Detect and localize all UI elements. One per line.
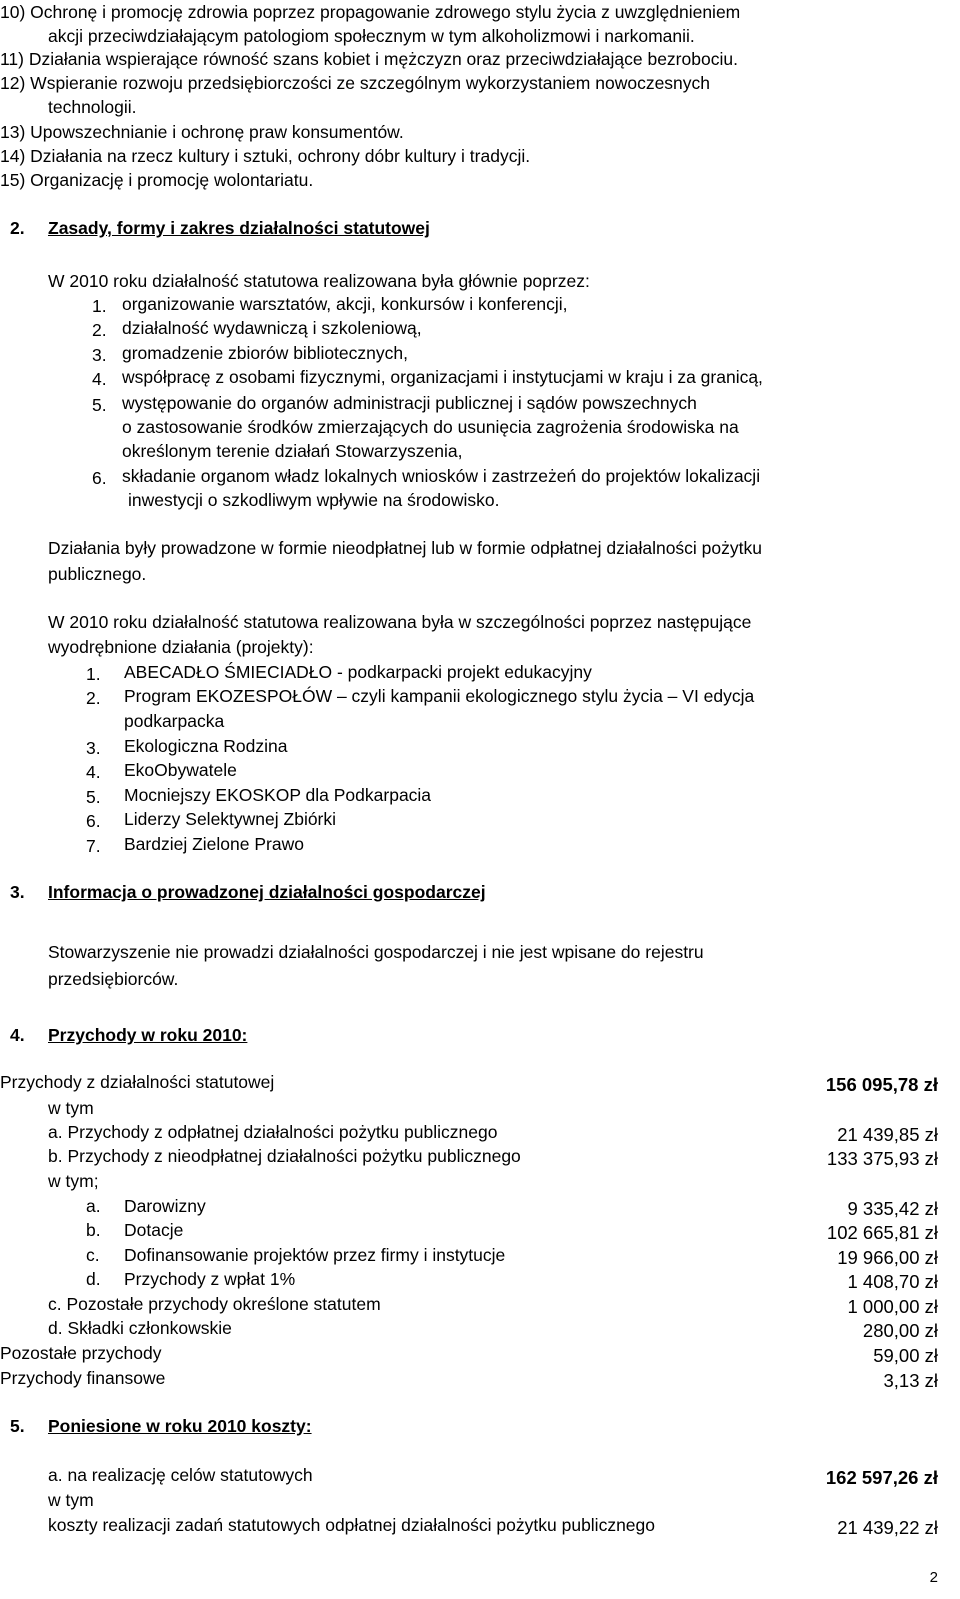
item-number: 7.	[86, 836, 101, 856]
item-number: 6.	[86, 811, 101, 831]
paragraph: wyodrębnione działania (projekty):	[48, 637, 314, 657]
income-subrow-letter: d.	[86, 1269, 101, 1289]
paragraph: W 2010 roku działalność statutowa realizowana była w szczególności poprzez następujące	[48, 612, 752, 632]
income-row-amount: 3,13 zł	[883, 1370, 938, 1391]
income-row-label: a. Przychody z odpłatnej działalności pożytku publicznego	[48, 1122, 498, 1142]
section-title: Zasady, formy i zakres działalności statutowej	[48, 218, 430, 238]
income-row-amount: 9 335,42 zł	[847, 1198, 938, 1219]
cost-row-amount: 21 439,22 zł	[837, 1517, 938, 1538]
income-row-label: c. Pozostałe przychody określone statutem	[48, 1294, 381, 1314]
income-row-amount: 102 665,81 zł	[826, 1222, 938, 1243]
paragraph: Stowarzyszenie nie prowadzi działalności gospodarczej i nie jest wpisane do rejestru	[48, 942, 704, 962]
section-heading: 3.	[10, 882, 25, 902]
income-row-label: Przychody finansowe	[0, 1368, 166, 1388]
list-item: działalność wydawniczą i szkoleniową,	[122, 318, 422, 338]
paragraph: publicznego.	[48, 564, 147, 584]
cost-row-label: koszty realizacji zadań statutowych odpłatnej działalności pożytku publicznego	[48, 1515, 656, 1535]
income-subrow-label: Dotacje	[124, 1220, 184, 1240]
income-row-label: d. Składki członkowskie	[48, 1318, 232, 1338]
list-item-continuation: inwestycji o szkodliwym wpływie na środowisko.	[128, 490, 500, 510]
item-number: 5.	[86, 787, 101, 807]
section-title: Poniesione w roku 2010 koszty:	[48, 1416, 312, 1436]
income-row-amount: 19 966,00 zł	[837, 1247, 938, 1268]
list-item-continuation: określonym terenie działań Stowarzyszenia,	[122, 441, 463, 461]
income-row-label: Przychody z działalności statutowej	[0, 1072, 275, 1092]
income-row-amount: 21 439,85 zł	[837, 1124, 938, 1145]
list-item-continuation: technologii.	[48, 97, 137, 117]
cost-row-amount: 162 597,26 zł	[825, 1467, 938, 1488]
project-item-continuation: podkarpacka	[124, 711, 225, 731]
item-number: 6.	[92, 468, 107, 488]
list-item: 12) Wspieranie rozwoju przedsiębiorczości ze szczególnym wykorzystaniem nowoczesnych	[0, 73, 711, 93]
income-subrow-letter: a.	[86, 1196, 101, 1216]
list-item: występowanie do organów administracji publicznej i sądów powszechnych	[122, 393, 697, 413]
list-item: 11) Działania wspierające równość szans kobiet i mężczyzn oraz przeciwdziałające bezrobociu.	[0, 49, 738, 69]
list-item-continuation: akcji przeciwdziałającym patologiom społecznym w tym alkoholizmowi i narkomanii.	[48, 26, 695, 46]
income-subrow-label: Dofinansowanie projektów przez firmy i instytucje	[124, 1245, 506, 1265]
item-number: 2.	[86, 688, 101, 708]
income-subrow-letter: c.	[86, 1245, 100, 1265]
income-row-label: b. Przychody z nieodpłatnej działalności pożytku publicznego	[48, 1146, 521, 1166]
income-row-amount: 280,00 zł	[862, 1320, 938, 1341]
list-item-continuation: o zastosowanie środków zmierzających do usunięcia zagrożenia środowiska na	[122, 417, 739, 437]
income-subrow-letter: b.	[86, 1220, 101, 1240]
income-row-label: w tym	[48, 1098, 94, 1118]
list-item: organizowanie warsztatów, akcji, konkursów i konferencji,	[122, 294, 568, 314]
item-number: 2.	[92, 320, 107, 340]
list-item: 14) Działania na rzecz kultury i sztuki, ochrony dóbr kultury i tradycji.	[0, 146, 531, 166]
project-item: Program EKOZESPOŁÓW – czyli kampanii ekologicznego stylu życia – VI edycja	[124, 686, 755, 706]
page-number: 2	[929, 1569, 938, 1586]
project-item: ABECADŁO ŚMIECIADŁO - podkarpacki projekt edukacyjny	[124, 662, 592, 682]
cost-row-label: a. na realizację celów statutowych	[48, 1465, 313, 1485]
section-title: Przychody w roku 2010:	[48, 1025, 248, 1045]
income-row-amount: 133 375,93 zł	[826, 1148, 938, 1169]
item-number: 1.	[92, 296, 107, 316]
income-subrow-label: Darowizny	[124, 1196, 206, 1216]
item-number: 3.	[86, 738, 101, 758]
project-item: Liderzy Selektywnej Zbiórki	[124, 809, 337, 829]
item-number: 4.	[86, 762, 101, 782]
income-subrow-label: Przychody z wpłat 1%	[124, 1269, 296, 1289]
income-row-amount: 1 000,00 zł	[847, 1296, 938, 1317]
paragraph: W 2010 roku działalność statutowa realizowana była głównie poprzez:	[48, 271, 590, 291]
list-item: 15) Organizację i promocję wolontariatu.	[0, 170, 314, 190]
income-row-amount: 156 095,78 zł	[825, 1074, 938, 1095]
list-item: 13) Upowszechnianie i ochronę praw konsumentów.	[0, 122, 404, 142]
paragraph: Działania były prowadzone w formie nieodpłatnej lub w formie odpłatnej działalności pożytku	[48, 538, 762, 558]
list-item: składanie organom władz lokalnych wniosków i zastrzeżeń do projektów lokalizacji	[122, 466, 761, 486]
project-item: EkoObywatele	[124, 760, 237, 780]
item-number: 3.	[92, 345, 107, 365]
item-number: 4.	[92, 369, 107, 389]
list-item: współpracę z osobami fizycznymi, organizacjami i instytucjami w kraju i za granicą,	[122, 367, 763, 387]
income-row-label: w tym;	[48, 1171, 99, 1191]
income-row-label: Pozostałe przychody	[0, 1343, 162, 1363]
project-item: Bardziej Zielone Prawo	[124, 834, 304, 854]
project-item: Ekologiczna Rodzina	[124, 736, 288, 756]
income-row-amount: 1 408,70 zł	[847, 1271, 938, 1292]
list-item: 10) Ochronę i promocję zdrowia poprzez propagowanie zdrowego stylu życia z uwzględnieniem	[0, 2, 741, 22]
cost-row-label: w tym	[48, 1490, 94, 1510]
section-title: Informacja o prowadzonej działalności gospodarczej	[48, 882, 486, 902]
paragraph: przedsiębiorców.	[48, 969, 179, 989]
item-number: 1.	[86, 664, 101, 684]
list-item: gromadzenie zbiorów bibliotecznych,	[122, 343, 408, 363]
section-heading: 4.	[10, 1025, 25, 1045]
item-number: 5.	[92, 395, 107, 415]
project-item: Mocniejszy EKOSKOP dla Podkarpacia	[124, 785, 432, 805]
income-row-amount: 59,00 zł	[873, 1345, 938, 1366]
section-heading: 5.	[10, 1416, 25, 1436]
section-heading: 2.	[10, 218, 25, 238]
